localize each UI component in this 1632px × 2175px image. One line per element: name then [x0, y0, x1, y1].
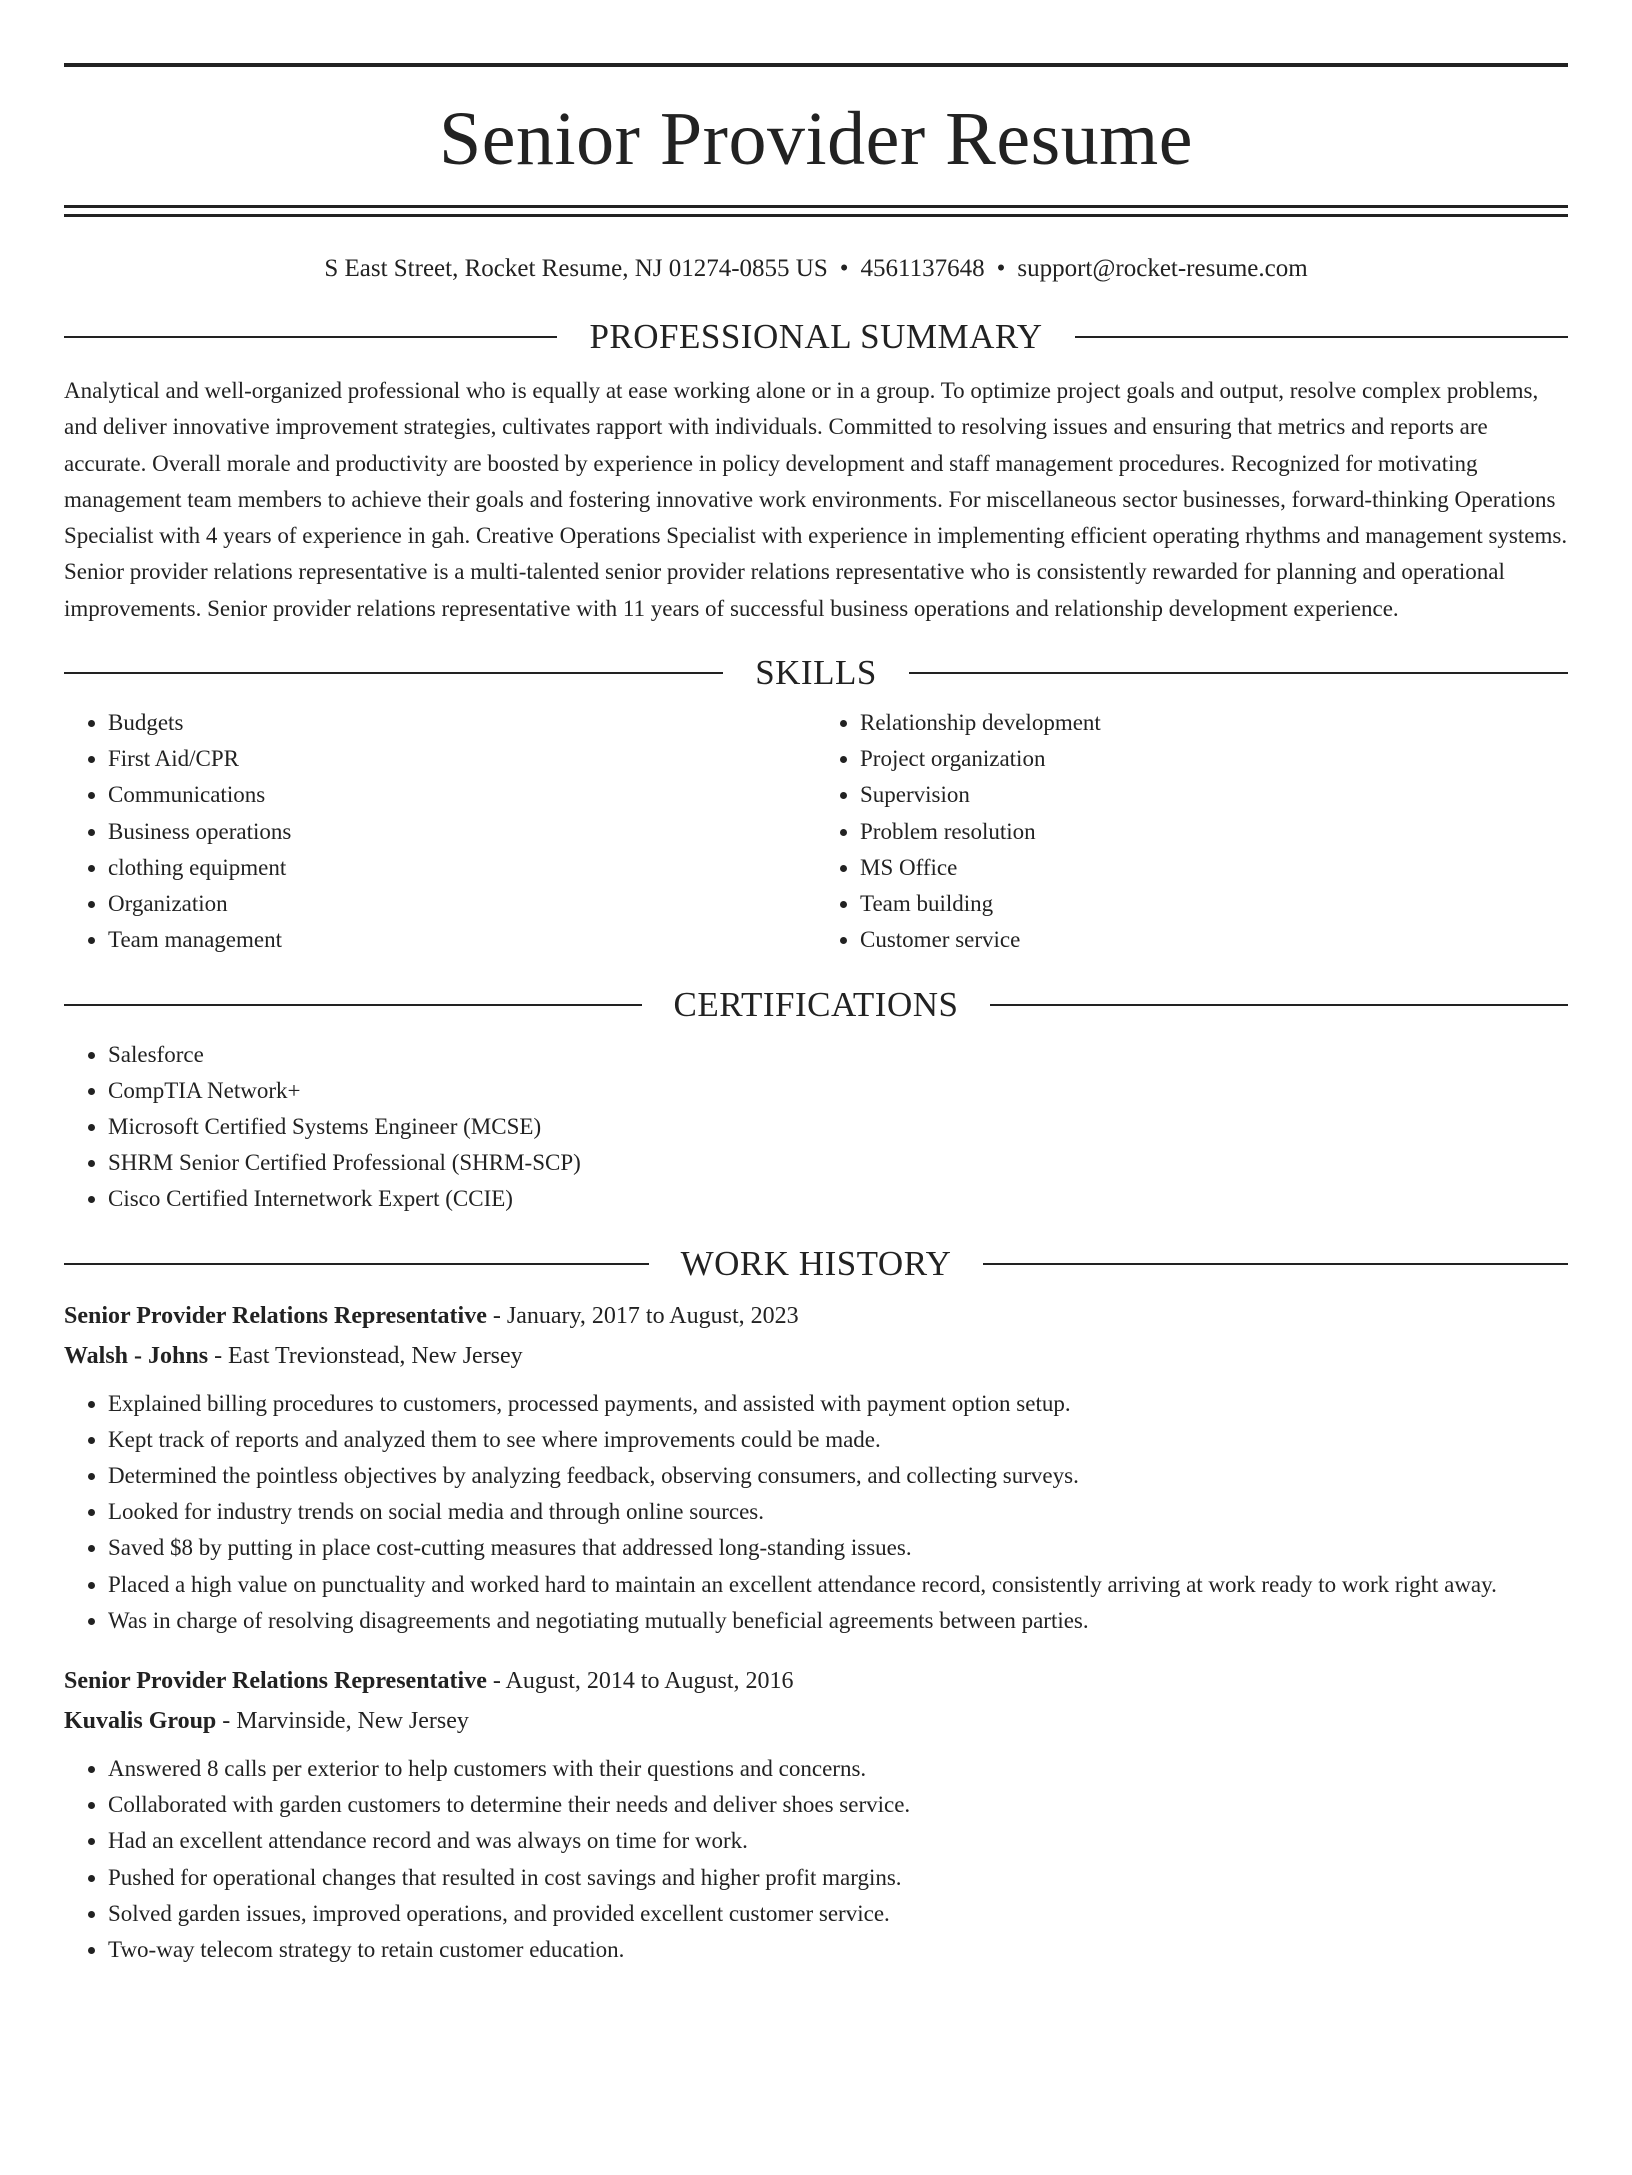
job-company: Walsh - Johns — [64, 1342, 209, 1369]
job-bullet: • Collaborated with garden customers to determine their needs and deliver shoes service. — [108, 1787, 1568, 1823]
header-double-rule — [64, 205, 1568, 217]
certification-item: • Cisco Certified Internetwork Expert (CCIE) — [108, 1181, 1568, 1217]
resume-title: Senior Provider Resume — [438, 97, 1193, 181]
certification-item: • CompTIA Network+ — [108, 1073, 1568, 1109]
divider-line — [1075, 336, 1568, 338]
divider-line — [990, 1004, 1568, 1006]
job-bullet: • Had an excellent attendance record and was always on time for work. — [108, 1823, 1568, 1859]
job-bullet: • Answered 8 calls per exterior to help customers with their questions and concerns. — [108, 1751, 1568, 1787]
certifications-heading: CERTIFICATIONS — [673, 984, 959, 1024]
divider-line — [909, 672, 1568, 674]
job-bullet: • Saved $8 by putting in place cost-cutting measures that addressed long-standing issues. — [108, 1530, 1568, 1566]
resume-page — [0, 63, 1632, 2175]
job-dates: - January, 2017 to August, 2023 — [486, 1302, 799, 1329]
job-bullet: • Determined the pointless objectives by analyzing feedback, observing consumers, and collecting surveys. — [108, 1458, 1568, 1494]
job-location: - East Trevionstead, New Jersey — [208, 1342, 523, 1369]
job-bullet: • Kept track of reports and analyzed them to see where improvements could be made. — [108, 1422, 1568, 1458]
skill-item: • Business operations — [108, 814, 816, 850]
job-bullet: • Two-way telecom strategy to retain customer education. — [108, 1932, 1568, 1968]
divider-line — [983, 1263, 1568, 1265]
divider-line — [64, 672, 723, 674]
skill-item: • Supervision — [860, 777, 1568, 813]
contact-email: support@rocket-resume.com — [1017, 255, 1308, 282]
work-history-section-header — [64, 1244, 1568, 1284]
header-top-rule — [64, 63, 1568, 67]
contact-separator: • — [839, 255, 849, 282]
job-location: - Marvinside, New Jersey — [216, 1707, 469, 1734]
contact-address: S East Street, Rocket Resume, NJ 01274-0855 US — [324, 255, 828, 282]
divider-line — [64, 1263, 649, 1265]
job-bullet: • Pushed for operational changes that resulted in cost savings and higher profit margins. — [108, 1860, 1568, 1896]
job-title: Senior Provider Relations Representative — [64, 1667, 487, 1694]
job-entry — [64, 1661, 1568, 1968]
skills-section-header — [64, 653, 1568, 693]
summary-section-header — [64, 317, 1568, 357]
skills-columns — [64, 705, 1568, 958]
skill-item: • Team building — [860, 886, 1568, 922]
job-title-line — [64, 1661, 1568, 1701]
contact-line — [64, 255, 1568, 295]
job-bullets — [64, 1386, 1568, 1639]
job-bullets — [64, 1751, 1568, 1968]
job-bullet: • Was in charge of resolving disagreements and negotiating mutually beneficial agreements between parties. — [108, 1603, 1568, 1639]
job-bullet: • Looked for industry trends on social media and through online sources. — [108, 1494, 1568, 1530]
certifications-list — [64, 1037, 1568, 1218]
skill-item: • First Aid/CPR — [108, 741, 816, 777]
certifications-section-header — [64, 985, 1568, 1025]
job-dates: - August, 2014 to August, 2016 — [486, 1667, 794, 1694]
skill-item: • Team management — [108, 922, 816, 958]
job-company-line — [64, 1701, 1568, 1741]
certification-item: • Microsoft Certified Systems Engineer (MCSE) — [108, 1109, 1568, 1145]
skill-item: • Relationship development — [860, 705, 1568, 741]
skill-item: • MS Office — [860, 850, 1568, 886]
skill-item: • Project organization — [860, 741, 1568, 777]
job-company-line — [64, 1336, 1568, 1376]
skill-item: • Problem resolution — [860, 814, 1568, 850]
skill-item: • Budgets — [108, 705, 816, 741]
divider-line — [64, 1004, 642, 1006]
certification-item: • SHRM Senior Certified Professional (SHRM-SCP) — [108, 1145, 1568, 1181]
skill-item: • clothing equipment — [108, 850, 816, 886]
summary-heading: PROFESSIONAL SUMMARY — [589, 317, 1043, 356]
skill-item: • Customer service — [860, 922, 1568, 958]
skills-heading: SKILLS — [755, 653, 877, 693]
job-title: Senior Provider Relations Representative — [64, 1302, 487, 1329]
skill-item: • Communications — [108, 777, 816, 813]
skills-list-left — [64, 705, 816, 958]
skills-list-right — [816, 705, 1568, 958]
job-bullet: • Solved garden issues, improved operations, and provided excellent customer service. — [108, 1896, 1568, 1932]
contact-separator: • — [996, 255, 1006, 282]
job-company: Kuvalis Group — [64, 1707, 217, 1734]
job-entry — [64, 1296, 1568, 1639]
job-bullet: • Placed a high value on punctuality and worked hard to maintain an excellent attendance record, consistently arriving at work ready to work right away. — [108, 1567, 1568, 1603]
contact-phone: 4561137648 — [860, 255, 985, 282]
divider-line — [64, 336, 557, 338]
summary-text: Analytical and well-organized professional who is equally at ease working alone or in a group. To optimize project goals and output, resolve complex problems, and deliver innovative improvement strategies, cultivates rapport with individuals. Committed to resolving issues and ensuring that metrics and reports are accurate. Overall morale and productivity are boosted by experience in policy development and staff management procedures. Recognized for motivating management team members to achieve their goals and fostering innovative work environments. For miscellaneous sector businesses, forward-thinking Operations Specialist with 4 years of experience in gah. Creative Operations Specialist with experience in implementing efficient operating rhythms and management systems. Senior provider relations representative is a multi-talented senior provider relations representative who is consistently rewarded for planning and operational improvements. Senior provider relations representative with 11 years of successful business operations and relationship development experience. — [64, 378, 1568, 621]
certification-item: • Salesforce — [108, 1037, 1568, 1073]
work-history-heading: WORK HISTORY — [680, 1243, 952, 1283]
skill-item: • Organization — [108, 886, 816, 922]
job-bullet: • Explained billing procedures to customers, processed payments, and assisted with payment option setup. — [108, 1386, 1568, 1422]
job-title-line — [64, 1296, 1568, 1336]
